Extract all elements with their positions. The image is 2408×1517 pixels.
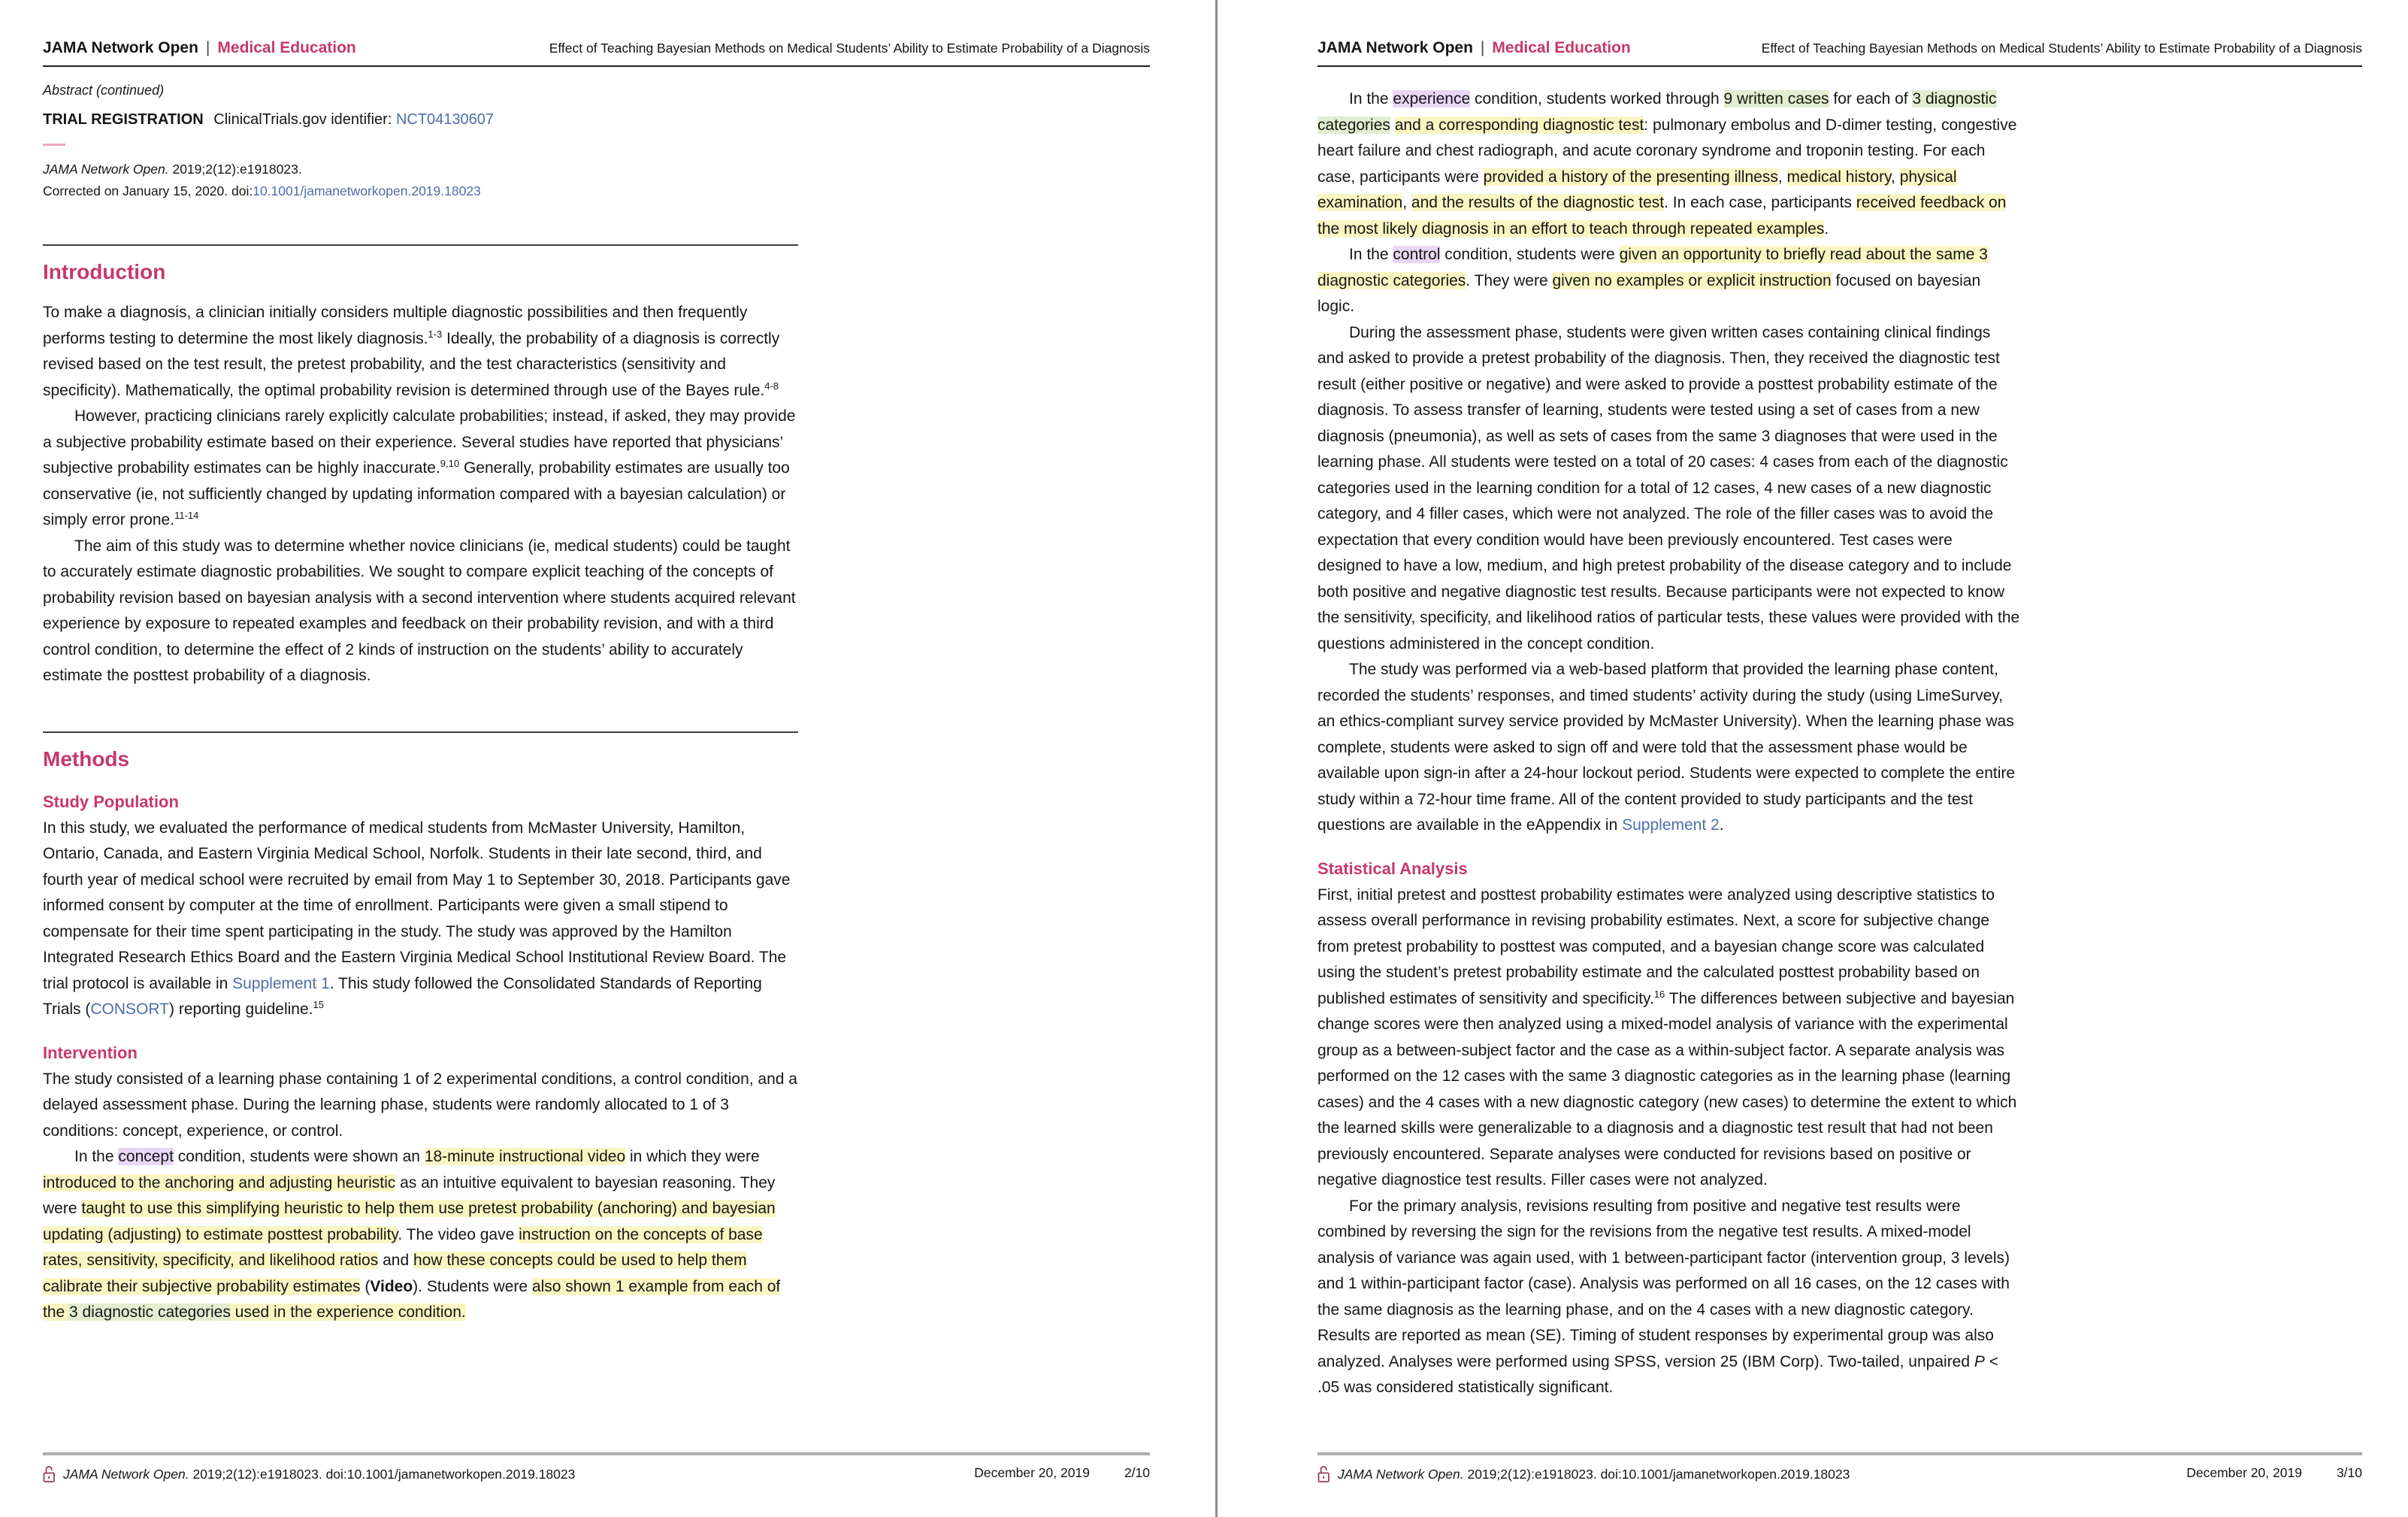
text-run: as an intuitive equivalent to bayesian reasoning. They were [43, 1173, 776, 1217]
page-spread-divider [1215, 0, 1218, 1517]
footer-date: December 20, 2019 [2186, 1465, 2302, 1480]
link[interactable]: CONSORT [90, 1001, 170, 1018]
text-run: 2019;2(12):e1918023. [168, 162, 302, 177]
text-run: In the [1349, 246, 1393, 263]
highlight-purple: concept [118, 1148, 174, 1165]
page-right [1206, 0, 2408, 1517]
footer-pagination [2186, 1465, 2362, 1481]
subsection-heading [1317, 858, 2020, 880]
page-footer [1317, 1452, 2362, 1483]
open-access-lock-icon [43, 1465, 56, 1483]
highlight-yellow: instruction on the concepts of base rates, sensitivity, specificity, and likelihood ratios [43, 1225, 763, 1269]
pink-divider [43, 144, 65, 146]
text-run: < .05 was considered statistically significant. [1317, 1352, 1999, 1396]
abstract-continued-note [43, 83, 798, 98]
text-run: In the [74, 1148, 119, 1165]
link[interactable]: Supplement 1 [232, 974, 330, 992]
paragraph [43, 1144, 798, 1326]
paragraph [43, 534, 798, 689]
reference-superscript: 11-14 [174, 510, 199, 521]
highlight-green: 9 written cases [1723, 90, 1829, 107]
text-run: Generally, probability estimates are usually too conservative (ie, not sufficiently changed by updating information compared with a bayesian calculation) or simply error prone. [43, 459, 790, 528]
link[interactable]: Supplement 2 [1622, 816, 1720, 834]
footer-date: December 20, 2019 [974, 1465, 1090, 1480]
reference-superscript: 15 [313, 999, 324, 1010]
text-run: Introduction [43, 260, 166, 283]
paragraph [1317, 86, 2020, 242]
paragraph [1317, 242, 2020, 320]
text-run: . In each case, participants [1664, 194, 1856, 211]
footer-citation-group [1317, 1465, 1850, 1483]
highlight-yellow: how these concepts could be used to help them calibrate their subjective probability estimates [43, 1252, 747, 1295]
trial-registration-line [43, 111, 798, 129]
highlight-yellow: 18-minute instructional video [424, 1148, 626, 1165]
text-run: ClinicalTrials.gov identifier: [209, 111, 396, 128]
page-footer [43, 1452, 1150, 1483]
masthead-separator: | [1480, 39, 1485, 56]
running-title: Effect of Teaching Bayesian Methods on Medical Students’ Ability to Estimate Probability of a Diagnosis [1761, 41, 2362, 56]
subsection-heading [43, 1042, 798, 1064]
text-run: The aim of this study was to determine whether novice clinicians (ie, medical students) could be taught to accurately estimate diagnostic probabilities. We sought to compare explicit teaching of the concepts of probability revision based on bayesian analysis with a second intervention where students acquired relevant experience by exposure to repeated examples and feedback on their probability revision, and with a third control condition, to determine the effect of 2 kinds of instruction on the students’ ability to accurately estimate the posttest probability of a diagnosis. [43, 537, 796, 684]
text-run: . [1719, 816, 1724, 834]
text-run: The study consisted of a learning phase containing 1 of 2 experimental conditions, a control condition, and a delayed assessment phase. During the learning phase, students were randomly allocated to 1 of 3 conditions: concept, experience, or control. [43, 1070, 797, 1140]
text-run: , [1891, 168, 1900, 186]
text-column [43, 83, 798, 1326]
reference-superscript: 4-8 [764, 380, 779, 392]
page-right-inner [1206, 0, 2408, 1517]
paragraph [1317, 320, 2020, 658]
highlight-yellow: introduced to the anchoring and adjusting heuristic [43, 1173, 396, 1191]
citation-line [43, 159, 798, 180]
text-run: , [1402, 194, 1411, 211]
highlight-yellow: taught to use this simplifying heuristic to help them use pretest probability (anchoring) and bayesian updating (adjusting) to estimate posttest probability [43, 1200, 776, 1243]
masthead-separator: | [205, 39, 210, 56]
text-run: Abstract (continued) [43, 83, 165, 98]
highlight-yellow: physical examination [1317, 168, 1957, 211]
highlight-yellow: also shown 1 example from each of the [43, 1277, 781, 1321]
journal-masthead [43, 39, 356, 57]
paragraph [43, 1067, 798, 1145]
journal-masthead [1317, 39, 1631, 57]
text-run: for each of [1829, 90, 1913, 107]
link[interactable]: NCT04130607 [395, 111, 495, 128]
text-run: To make a diagnosis, a clinician initially considers multiple diagnostic possibilities and then frequently performs testing to determine the most likely diagnosis. [43, 304, 748, 347]
text-run: condition, students worked through [1470, 90, 1724, 107]
paragraph [1317, 883, 2020, 1194]
journal-section-label: Medical Education [217, 39, 356, 56]
text-run: Video [370, 1277, 413, 1295]
footer-citation-group [43, 1465, 575, 1483]
highlight-green: 3 diagnostic categories [1317, 90, 1997, 134]
journal-name: JAMA Network Open [43, 39, 198, 56]
text-run: Ideally, the probability of a diagnosis is correctly revised based on the test result, the pretest probability, and the test characteristics (sensitivity and specificity). Mathematically, the optimal probability revision is determined through use of the Bayes rule. [43, 329, 780, 399]
text-run: focused on bayesian logic. [1317, 271, 1981, 315]
text-run: Methods [43, 746, 130, 771]
paragraph [1317, 657, 2020, 839]
text-run: The differences between subjective and bayesian change scores were then analyzed using a mixed-model analysis of variance with the experimental group as a between-subject factor and the case as a within-subject factor. A separate analysis was performed on the 12 cases with the same 3 diagnostic categories as in the learning phase (learning cases) and the 4 cases with a new diagnostic category (new cases) to determine the extent to which the learned skills were generalizable to a diagnosis and a diagnostic test result that had not been previously encountered. Separate analyses were conducted for revisions based on positive or negative diagnostice test results. Filler cases were not analyzed. [1317, 989, 2017, 1188]
highlight-yellow: provided a history of the presenting illness [1483, 168, 1778, 186]
section-heading [43, 746, 798, 772]
link[interactable]: 10.1001/jamanetworkopen.2019.18023 [253, 183, 481, 198]
footer-citation [1338, 1467, 1850, 1482]
highlight-yellow: given no examples or explicit instruction [1552, 271, 1832, 289]
text-run: First, initial pretest and posttest probability estimates were analyzed using descriptive statistics to assess overall performance in revising probability estimates. Next, a score for subjective change from pretest probability to posttest was computed, and a bayesian change score was calculated using the student’s pretest probability estimate and the calculated posttest probability based on published estimates of sensitivity and specificity. [1317, 886, 1995, 1007]
text-run: However, practicing clinicians rarely explicitly calculate probabilities; instead, if asked, they may provide a subjective probability estimate based on their experience. Several studies have reported that physicians’ subjective probability estimates can be highly inaccurate. [43, 407, 796, 477]
text-run: Statistical Analysis [1317, 858, 1468, 878]
section-divider [43, 731, 798, 733]
page-header [43, 39, 1150, 67]
text-run: During the assessment phase, students were given written cases containing clinical findings and asked to provide a pretest probability of the diagnosis. Then, they received the diagnostic test result (either positive or negative) and were asked to provide a posttest probability estimate of the diagnosis. To assess transfer of learning, students were tested using a set of cases from a new diagnosis (pneumonia), as well as sets of cases from the same 3 diagnoses that were used in the learning phase. All students were tested on a total of 20 cases: 4 cases from each of the diagnostic categories used in the learning condition for a total of 12 cases, 4 new cases of a new diagnostic category, and 4 filler cases, which were not analyzed. The role of the filler cases was to avoid the expectation that every condition would have been previously encountered. Test cases were designed to have a low, medium, and high pretest probability of the disease category and to include both positive and negative diagnostic test results. Because participants were not expected to know the sensitivity, specificity, and likelihood ratios of particular tests, these values were provided with the questions administered in the concept condition. [1317, 323, 2020, 653]
footer-citation-rest: 2019;2(12):e1918023. doi:10.1001/jamanetworkopen.2019.18023 [189, 1466, 576, 1482]
footer-page-number: 3/10 [2336, 1465, 2362, 1480]
open-access-lock-icon [1317, 1465, 1330, 1483]
highlight-yellow: received feedback on the most likely diagnosis in an effort to teach through repeated examples [1317, 194, 2007, 238]
subsection-heading [43, 791, 798, 813]
text-run: Intervention [43, 1043, 138, 1062]
footer-journal-name: JAMA Network Open. [63, 1466, 189, 1482]
footer-pagination [974, 1465, 1150, 1481]
section-divider [43, 244, 798, 246]
paragraph [43, 816, 798, 1023]
text-run: ( [360, 1277, 371, 1295]
page-header [1317, 39, 2362, 67]
text-run: ) reporting guideline. [169, 1001, 313, 1018]
highlight-purple: experience [1393, 90, 1471, 107]
highlight-yellow: used in the experience condition. [230, 1304, 466, 1321]
text-run: In the [1349, 90, 1393, 107]
text-run: condition, students were shown an [173, 1148, 425, 1165]
section-heading [43, 259, 798, 285]
paragraph [43, 404, 798, 534]
footer-journal-name: JAMA Network Open. [1338, 1466, 1464, 1482]
text-run: . This study followed the Consolidated Standards of Reporting Trials ( [43, 974, 762, 1018]
text-run: : pulmonary embolus and D-dimer testing, congestive heart failure and chest radiograph, and acute coronary syndrome and troponin testing. For each case, participants were [1317, 116, 2017, 186]
text-run: JAMA Network Open. [43, 162, 169, 177]
highlight-yellow: and a corresponding diagnostic test [1394, 116, 1644, 134]
footer-citation-rest: 2019;2(12):e1918023. doi:10.1001/jamanetworkopen.2019.18023 [1463, 1466, 1850, 1482]
reference-superscript: 9,10 [440, 458, 460, 469]
journal-name: JAMA Network Open [1317, 39, 1473, 56]
highlight-yellow: medical history [1786, 168, 1892, 186]
text-run: In this study, we evaluated the performance of medical students from McMaster University, Hamilton, Ontario, Canada, and Eastern Virginia Medical School, Norfolk. Students in their late second, third, and fourth year of medical school were recruited by email from May 1 to September 30, 2018. Participants gave informed consent by computer at the time of enrollment. Participants were given a small stipend to compensate for their time spent participating in the study. The study was approved by the Hamilton Integrated Research Ethics Board and the Eastern Virginia Medical School Institutional Review Board. The trial protocol is available in [43, 819, 791, 992]
journal-section-label: Medical Education [1492, 39, 1631, 56]
text-run: The study was performed via a web-based platform that provided the learning phase content, recorded the students’ responses, and timed students’ activity during the study (using LimeSurvey, an ethics-compliant survey service provided by McMaster University). When the learning phase was complete, students were asked to sign off and were told that the assessment phase would be available upon sign-in after a 24-hour lockout period. Students were expected to complete the entire study within a 72-hour time frame. All of the content provided to study participants and the test questions are available in the eAppendix in [1317, 661, 2016, 834]
reference-superscript: 16 [1653, 988, 1665, 1000]
text-run: in which they were [625, 1148, 760, 1165]
text-run: Study Population [43, 792, 179, 811]
text-run [1390, 117, 1395, 134]
text-run: . They were [1466, 271, 1553, 289]
footer-page-number: 2/10 [1124, 1465, 1150, 1480]
running-title: Effect of Teaching Bayesian Methods on Medical Students’ Ability to Estimate Probability of a Diagnosis [549, 41, 1150, 56]
text-run: and [378, 1252, 413, 1269]
text-run: . The video gave [398, 1225, 519, 1243]
paragraph [1317, 1194, 2020, 1401]
highlight-yellow: given an opportunity to briefly read about the same 3 diagnostic categories [1317, 246, 1988, 289]
citation-line [43, 180, 798, 202]
text-column [1317, 86, 2020, 1401]
highlight-yellow: and the results of the diagnostic test [1411, 194, 1665, 211]
text-run: P [1974, 1352, 1985, 1370]
text-run: TRIAL REGISTRATION [43, 111, 204, 128]
text-run: condition, students were [1440, 246, 1620, 263]
text-run: , [1777, 168, 1787, 186]
highlight-purple: control [1393, 246, 1441, 263]
text-run: Corrected on January 15, 2020. doi: [43, 183, 253, 198]
footer-citation [63, 1467, 575, 1482]
text-run: . [1824, 220, 1829, 238]
text-run: For the primary analysis, revisions resulting from positive and negative test results were combined by reversing the sign for the revisions from the negative test results. A mixed-model analysis of variance was again used, with 1 between-participant factor (intervention group, 3 levels) and 1 within-participant factor (case). Analysis was performed on all 16 cases, on the 12 cases with the same diagnosis as the learning phase, and on the 4 cases with a new diagnostic category. Results are reported as mean (SE). Timing of student responses by experimental group was also analyzed. Analyses were performed using SPSS, version 25 (IBM Corp). Two-tailed, unpaired [1317, 1197, 2010, 1370]
reference-superscript: 1-3 [428, 328, 443, 340]
text-run: ). Students were [413, 1277, 532, 1295]
paragraph [43, 300, 798, 404]
highlight-green: 3 diagnostic categories [69, 1304, 231, 1321]
